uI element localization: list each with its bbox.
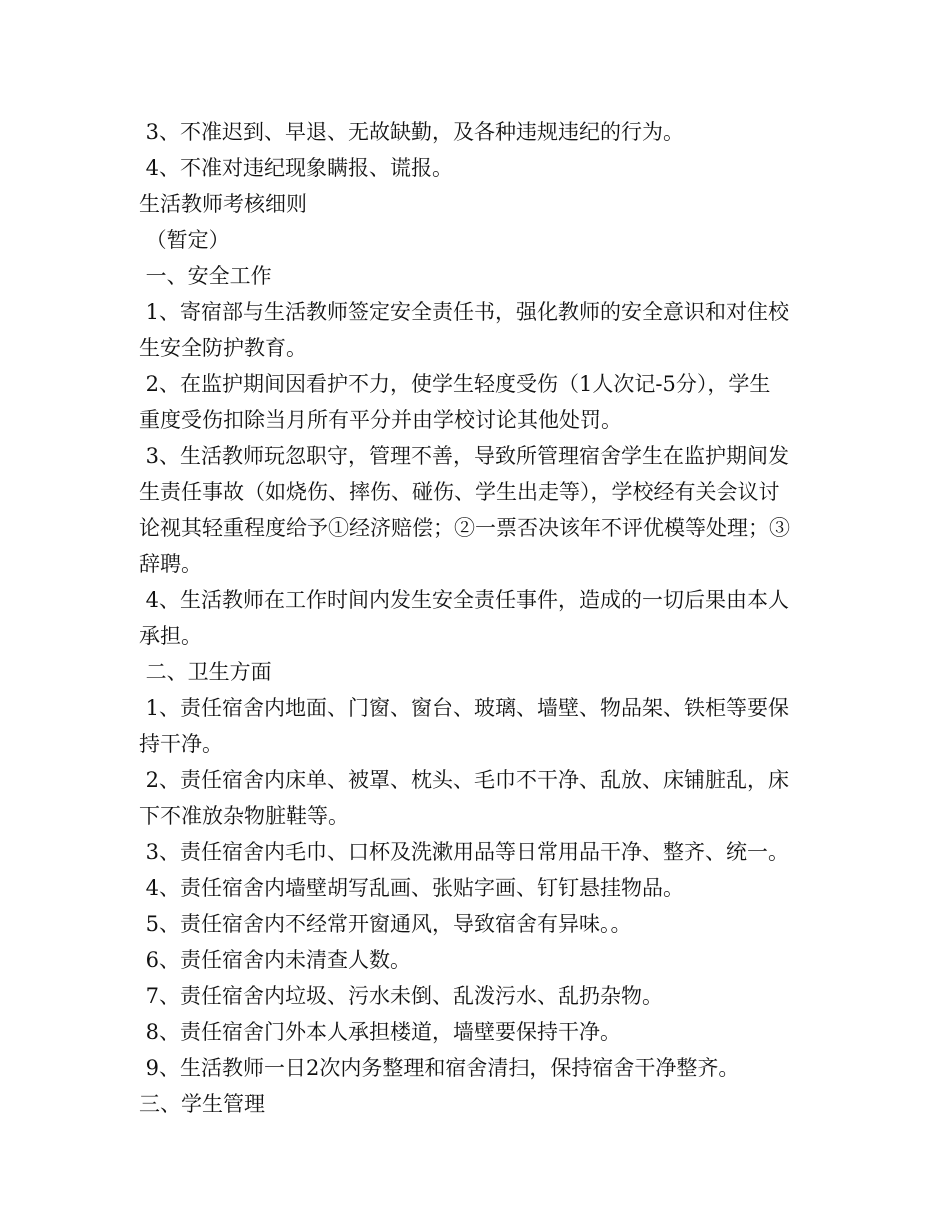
hygiene-item-3: 3、责任宿舍内毛巾、口杯及洗漱用品等日常用品干净、整齐、统一。 <box>139 840 790 864</box>
rule-item-3: 3、不准迟到、早退、无故缺勤，及各种违规违纪的行为。 <box>139 120 685 144</box>
safety-item-1-line-1: 1、寄宿部与生活教师签定安全责任书，强化教师的安全意识和对住校 <box>139 300 790 324</box>
safety-item-3-line-3: 论视其轻重程度给予①经济赔偿；②一票否决该年不评优模等处理；③ <box>139 516 790 540</box>
heading-safety: 一、安全工作 <box>139 264 272 288</box>
safety-item-3-line-2: 生责任事故（如烧伤、摔伤、碰伤、学生出走等），学校经有关会议讨 <box>139 480 780 504</box>
hygiene-item-6: 6、责任宿舍内未清查人数。 <box>139 948 412 972</box>
hygiene-item-2-line-1: 2、责任宿舍内床单、被罩、枕头、毛巾不干净、乱放、床铺脏乱，床 <box>139 768 790 792</box>
safety-item-1-line-2: 生安全防护教育。 <box>139 336 307 360</box>
section-title: 生活教师考核细则 <box>139 192 307 216</box>
hygiene-item-8: 8、责任宿舍门外本人承担楼道，墙壁要保持干净。 <box>139 1020 622 1044</box>
document-page <box>139 114 819 1122</box>
safety-item-4-line-1: 4、生活教师在工作时间内发生安全责任事件，造成的一切后果由本人 <box>139 588 790 612</box>
heading-student-management: 三、学生管理 <box>139 1092 265 1116</box>
hygiene-item-5: 5、责任宿舍内不经常开窗通风，导致宿舍有异味。。 <box>139 912 632 936</box>
hygiene-item-4: 4、责任宿舍内墙壁胡写乱画、张贴字画、钉钉悬挂物品。 <box>139 876 685 900</box>
safety-item-2-line-1: 2、在监护期间因看护不力，使学生轻度受伤（1人次记-5分），学生 <box>139 372 771 396</box>
safety-item-4-line-2: 承担。 <box>139 624 202 648</box>
safety-item-3-line-4: 辞聘。 <box>139 552 202 576</box>
hygiene-item-1-line-1: 1、责任宿舍内地面、门窗、窗台、玻璃、墙壁、物品架、铁柜等要保 <box>139 696 790 720</box>
heading-hygiene: 二、卫生方面 <box>139 660 272 684</box>
hygiene-item-1-line-2: 持干净。 <box>139 732 223 756</box>
rule-item-4: 4、不准对违纪现象瞒报、谎报。 <box>139 156 454 180</box>
hygiene-item-2-line-2: 下不准放杂物脏鞋等。 <box>139 804 349 828</box>
hygiene-item-7: 7、责任宿舍内垃圾、污水未倒、乱泼污水、乱扔杂物。 <box>139 984 664 1008</box>
safety-item-2-line-2: 重度受伤扣除当月所有平分并由学校讨论其他处罚。 <box>139 408 622 432</box>
safety-item-3-line-1: 3、生活教师玩忽职守，管理不善，导致所管理宿舍学生在监护期间发 <box>139 444 790 468</box>
section-subtitle: （暂定） <box>139 228 230 252</box>
hygiene-item-9: 9、生活教师一日2次内务整理和宿舍清扫，保持宿舍干净整齐。 <box>139 1056 740 1080</box>
